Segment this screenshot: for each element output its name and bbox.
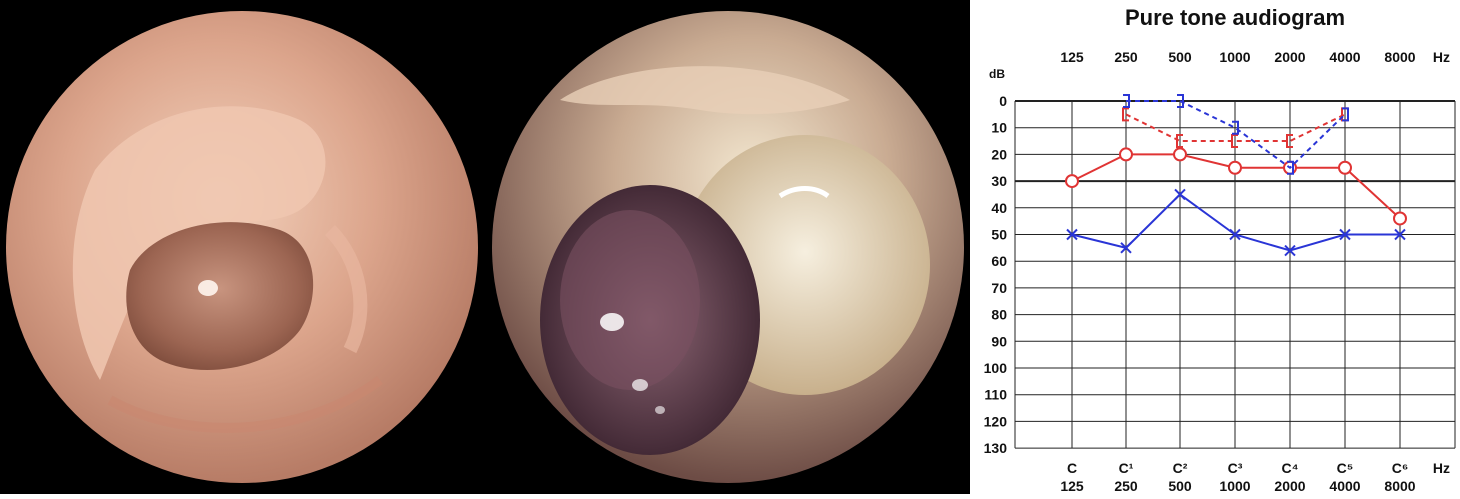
y-tick-label: 30 — [991, 173, 1007, 190]
y-tick-label: 70 — [991, 279, 1007, 296]
x-bottom-freq-label: 500 — [1168, 478, 1192, 494]
x-top-tick-label: 2000 — [1274, 49, 1306, 65]
x-top-tick-label: 500 — [1168, 49, 1192, 65]
x-bottom-note-label: C⁶ — [1391, 460, 1409, 476]
series-point-circle — [1229, 162, 1241, 174]
y-tick-label: 10 — [991, 119, 1007, 136]
x-bottom-note-label: C⁴ — [1281, 460, 1299, 476]
y-tick-label: 60 — [991, 253, 1007, 270]
series-point-circle — [1394, 212, 1406, 224]
x-top-tick-label: 8000 — [1384, 49, 1416, 65]
series-point-circle — [1174, 148, 1186, 160]
x-bottom-note-label: C⁵ — [1336, 460, 1354, 476]
x-bottom-freq-label: 8000 — [1384, 478, 1416, 494]
y-tick-label: 20 — [991, 146, 1007, 163]
x-top-tick-label: 250 — [1114, 49, 1138, 65]
y-axis-label: dB — [989, 67, 1005, 81]
y-tick-label: 100 — [983, 360, 1007, 376]
x-bottom-unit: Hz — [1432, 460, 1450, 476]
series-line — [1072, 194, 1400, 250]
chart-title: Pure tone audiogram — [1124, 5, 1346, 30]
x-bottom-note-label: C³ — [1227, 460, 1243, 476]
x-bottom-freq-label: 250 — [1114, 478, 1138, 494]
x-bottom-freq-label: 125 — [1060, 478, 1084, 494]
otoscopy-right-image — [492, 11, 964, 483]
x-top-tick-label: 4000 — [1329, 49, 1361, 65]
x-bottom-note-label: C¹ — [1118, 460, 1134, 476]
y-tick-label: 80 — [991, 306, 1007, 323]
audiogram-chart — [975, 0, 1460, 494]
y-tick-label: 0 — [999, 93, 1007, 109]
series-point-circle — [1066, 175, 1078, 187]
y-tick-label: 50 — [991, 226, 1007, 243]
x-bottom-freq-label: 4000 — [1329, 478, 1361, 494]
x-bottom-note-label: C — [1066, 460, 1078, 476]
series-point-circle — [1120, 148, 1132, 160]
x-top-tick-label: 125 — [1060, 49, 1084, 65]
x-bottom-freq-label: 1000 — [1219, 478, 1251, 494]
y-tick-label: 90 — [991, 333, 1007, 350]
x-bottom-note-label: C² — [1172, 460, 1188, 476]
series-point-circle — [1339, 162, 1351, 174]
y-tick-label: 130 — [983, 440, 1007, 457]
x-top-unit: Hz — [1432, 49, 1450, 65]
x-bottom-freq-label: 2000 — [1274, 478, 1306, 494]
y-tick-label: 120 — [983, 413, 1007, 430]
y-tick-label: 40 — [991, 199, 1007, 216]
y-tick-label: 110 — [984, 386, 1007, 403]
otoscopy-left-image — [6, 11, 478, 483]
x-top-tick-label: 1000 — [1219, 49, 1251, 65]
audiogram-svg — [975, 0, 1460, 494]
